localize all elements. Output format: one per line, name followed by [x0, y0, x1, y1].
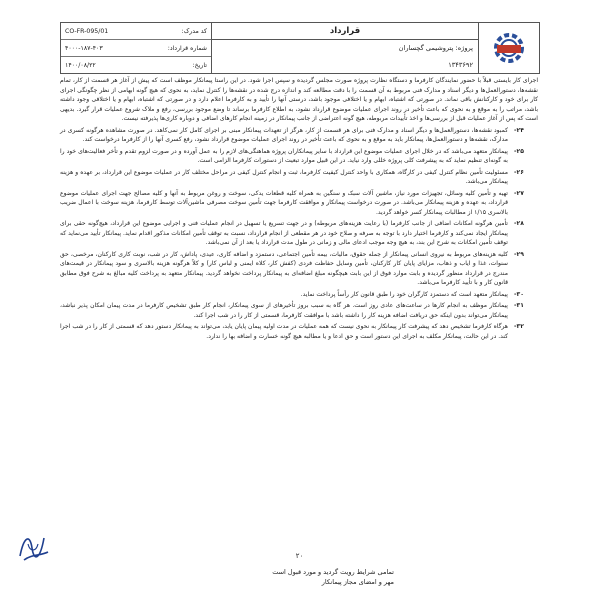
project-label: پروژه: پتروشیمی گچساران — [398, 44, 473, 53]
clause-27 — [60, 189, 538, 218]
clause-26 — [60, 168, 538, 187]
signature-label: مهر و امضای مجاز پیمانکار — [321, 578, 394, 586]
clause-28 — [60, 219, 538, 248]
signature-stamp-icon — [14, 526, 54, 566]
clause-24 — [60, 126, 538, 145]
document-meta — [61, 23, 212, 73]
clause-text: پیمانکار متعهد است که دستمزد کارگران خود را طبق قانون کار رأساً پرداخت نماید. — [300, 290, 508, 298]
clause-32 — [60, 322, 538, 341]
page-title: قرارداد — [212, 23, 478, 40]
clause-text: کمبود نقشه‌ها، دستورالعمل‌ها و دیگر اسناد و مدارک فنی برای هر قسمت از کار، هرگز از تعهدات پیمانکار مبنی بر اجرای کامل کار نمی‌کاهد. در صورت مشاهده هرگونه کسری در مدارک، نقشه‌ها و دستورالعمل‌ها، پیمانکار باید به موقع و به نحوی که باعث تأخیر در روند اجرای عملیات موضوع قرارداد نشود، رفع کسری آنها را از کارفرما درخواست کند. — [60, 126, 508, 143]
clause-text: تأمین هرگونه امکانات اضافی از جانب کارفرما (با رعایت هزینه‌های مربوطه) و در جهت تسریع یا تسهیل در انجام عملیات فنی و اجرایی موضوع این قرارداد، هیچ‌گونه حقی برای پیمانکار ایجاد نمی‌کند و کارفرما اختیار دارد با توجه به صرفه و صلاح خود در هر مقطعی از انجام قرارداد، نسبت به توقف تأمین امکانات مذکور اقدام نماید. پیمانکار تأیید می‌نماید که توقف تأمین امکانات به شرح این بند، به هیچ وجه موجب ادعای مالی و زمانی در طول مدت قرارداد یا بعد از آن نمی‌باشد. — [60, 220, 508, 246]
clause-30 — [60, 290, 538, 300]
clause-text: مسئولیت تأمین نظام کنترل کیفی در کارگاه، همکاری با واحد کنترل کیفیت کارفرما، ثبت و انجام کنترل کیفی در مراحل مختلف کار در عملیات موضوع این قرارداد، بر عهده و هزینه پیمانکار می‌باشد. — [60, 168, 508, 185]
contract-body — [60, 76, 538, 343]
signature-block — [272, 567, 394, 587]
clause-number: ۳۰- — [514, 290, 524, 298]
project-number: ۱۳۴۳۶۹۲ — [448, 60, 473, 69]
clause-number: ۳۱- — [514, 302, 524, 309]
clause-text: پیمانکار موظف به انجام کارها در ساعت‌های عادی روز است. هر گاه به سبب بروز تأخیرهای از سوی پیمانکار، انجام کار طبق تشخیص کارفرما در مدت پیمان امکان پذیر نباشد، پیمانکار می‌تواند بدون اینکه حق دریافت اضافه هزینه کار را داشته باشد با موافقت کارفرما، قسمتی از کار را در شب اجرا کند. — [60, 302, 508, 319]
clause-text: هرگاه کارفرما تشخیص دهد که پیشرفت کار پیمانکار به نحوی نیست که همه عملیات در مدت اولیه پیمان پایان یابد، می‌تواند به پیمانکار دستور دهد که قسمتی از کار را در شب اجرا کند. در این حالت، پیمانکار مکلف به اجرای این دستور است و حق ادعا و یا مطالبه هیچ گونه خسارت و اضافه بها را ندارد. — [60, 323, 508, 340]
document-header — [60, 22, 540, 74]
clause-number: ۲۶- — [514, 168, 524, 176]
clause-number: ۲۷- — [514, 189, 524, 197]
company-logo — [478, 23, 539, 73]
page-number: ۲۰ — [295, 552, 304, 560]
doc-code-label: کد مدرک: — [181, 27, 207, 35]
clause-number: ۲۵- — [514, 147, 524, 155]
clause-25 — [60, 147, 538, 166]
acceptance-text: تمامی شرایط رویت گردید و مورد قبول است — [272, 568, 394, 576]
clause-text: پیمانکار متعهد می‌باشد که در خلال اجرای عملیات موضوع این قرارداد با سایر پیمانکاران پروژه هماهنگی‌های لازم را به عمل آورده و در صورت لزوم تقدم و تأخر فعالیت‌های خود را به گونه‌ای تنظیم نماید که به پیشرفت کلی پروژه خللی وارد نیاید. در این قبیل موارد تبعیت از دستورات کارفرما الزامی است. — [60, 147, 508, 164]
doc-code: CO-FR-095/01 — [65, 27, 109, 35]
clause-29 — [60, 250, 538, 288]
clause-text: تهیه و تأمین کلیه وسائل، تجهیزات مورد نیاز، ماشین آلات سبک و سنگین به همراه کلیه قطعات یدکی، سوخت و روغن مربوط به آنها و کلیه مصالح جهت اجرای عملیات موضوع قرارداد، به عهده و هزینه پیمانکار می‌باشد. در صورت درخواست پیمانکار و موافقت کارفرما جهت تأمین سوخت مصرفی ماشین‌آلات توسط کارفرما، هزینه سوخت با اعمال ضریب بالاسری ۱/۱۵ از مطالبات پیمانکار کسر خواهد گردید. — [60, 189, 508, 216]
contract-no-label: شماره قرارداد: — [167, 44, 207, 52]
intro-paragraph: اجرای کار بایستی قبلاً با حضور نمایندگان کارفرما و دستگاه نظارت پروژه صورت مجلس گردیده و سپس اجرا شود. در این راستا پیمانکار موظف است که پیش از آغاز هر قسمت از کار، تمام نقشه‌ها، دستورالعمل‌ها و دیگر اسناد و مدارک فنی مربوط به آن قسمت را با دقت مطالعه کند و اندازه درج شده در نقشه‌ها را کنترل نماید، به نحوی که هیچ گونه ابهامی از نظر چگونگی اجرای کار برای خود و کارکنانش باقی نماند. در صورتی که اشتباه، ابهام و یا اختلافی موجود باشد، درستی آنها را تأیید و به کارفرما اعلام دارد و در صورتی که اشتباه، ابهام و یا اختلافی وجود داشته باشد، مراتب را به موقع و به نحوی که باعث تأخیر در روند اجرای عملیات موضوع قرارداد نشود، به اطلاع کارفرما برساند تا وضع موجود بررسی، رفع و ملاک شروع عملیات قرار گیرد. بدیهی است که پس از آغاز عملیات قبل از بررسی‌ها و اخذ تأییدات مربوطه، هیچ گونه اعتراضی از جانب پیمانکار در زمینه انجام کارهای اضافی و دوباره کاری‌ها پذیرفته نیست. — [60, 77, 538, 122]
date-row — [61, 57, 211, 73]
clause-31 — [60, 301, 538, 320]
date-label: تاریخ: — [192, 61, 207, 69]
clause-number: ۳۲- — [514, 323, 524, 330]
header-center — [212, 23, 478, 73]
clause-number: ۲۹- — [514, 250, 524, 258]
project-info — [212, 40, 478, 73]
gear-logo-icon — [487, 28, 531, 68]
clause-text: کلیه هزینه‌های مربوط به نیروی انسانی پیمانکار از جمله حقوق، مالیات، بیمه تأمین اجتماعی، دستمزد و اضافه کاری، عیدی، پاداش، کار در شب، نوبت کاری کارکنان، مرخصی، حق سنوات، غذا و ایاب و ذهاب، مزایای پایان کار کارکنان، تأمین وسایل حفاظت فردی (کفش کار، کلاه ایمنی و لباس کار) و کلاً هرگونه هزینه بالاسری و سود پیمانکار در قیمت‌های مندرج در قرارداد منظور گردیده و بابت موارد فوق از این بابت هیچگونه مبلغ اضافه‌ای به پیمانکار پرداخت نخواهد گردید. پیمانکار متعهد به پرداخت کلیه مبالغ به شرح فوق مطابق قانون کار و با تأیید کارفرما می‌باشد. — [60, 250, 508, 286]
contract-no: ۴۰۰۰-۱۸۷-۴۰۳ — [65, 44, 103, 52]
doc-code-row — [61, 23, 211, 40]
clause-number: ۲۴- — [514, 126, 524, 134]
contract-no-row — [61, 40, 211, 57]
clause-number: ۲۸- — [514, 220, 524, 227]
date: ۱۴۰۰/۰۸/۲۲ — [65, 61, 96, 69]
